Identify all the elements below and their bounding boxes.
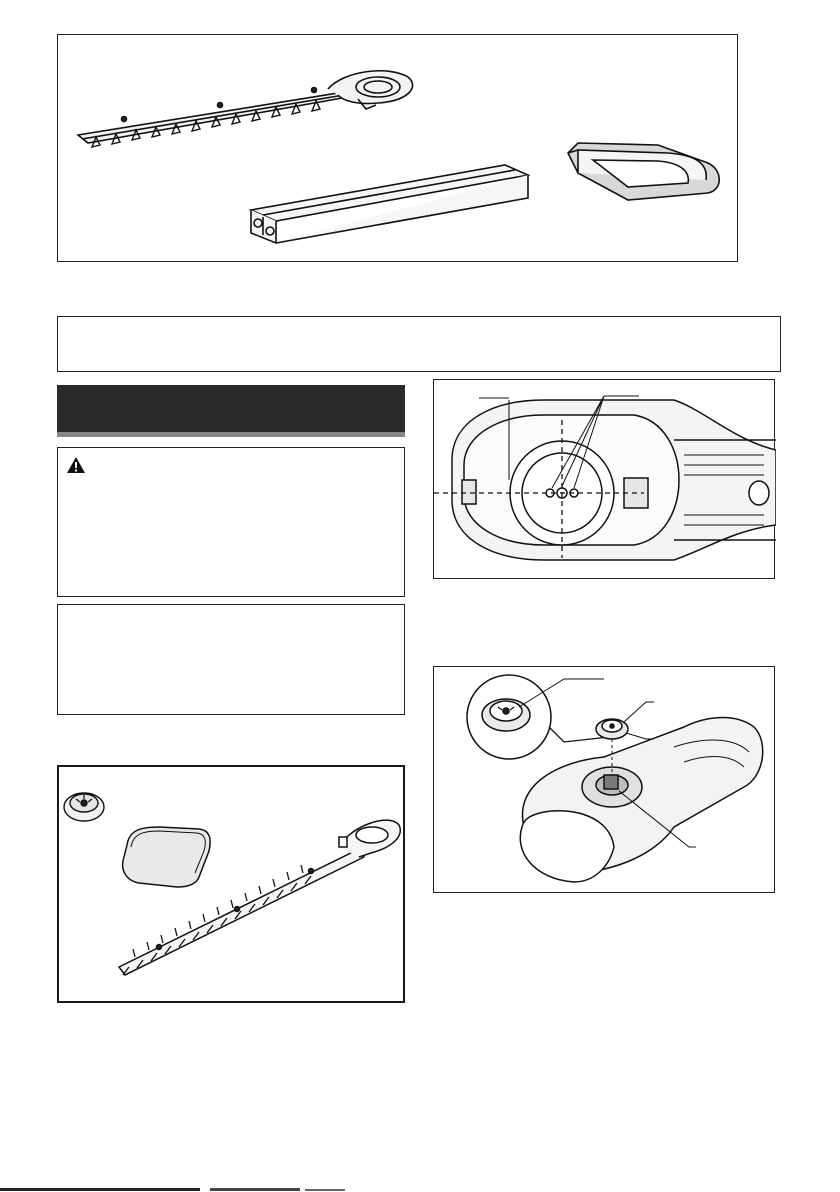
blade-install-illustration — [467, 675, 763, 882]
section-heading-bar — [57, 385, 405, 437]
note-box — [57, 604, 405, 715]
blade-cover-illustration — [251, 165, 528, 243]
attachment-illustration — [568, 143, 719, 200]
figure-blade-kit — [57, 765, 405, 1003]
page-bottom-edge — [0, 1180, 840, 1192]
figure-accessories — [57, 34, 738, 262]
caution-box — [57, 447, 405, 597]
figure-tool-underside — [433, 379, 775, 579]
adapter-disc-illustration — [64, 793, 104, 821]
cover-plate-illustration — [123, 827, 210, 887]
figure-blade-install — [433, 666, 775, 893]
notice-box — [57, 316, 781, 372]
tool-underside-illustration — [434, 396, 776, 560]
warning-triangle-icon — [66, 456, 86, 474]
hedge-blade-illustration — [78, 71, 413, 147]
